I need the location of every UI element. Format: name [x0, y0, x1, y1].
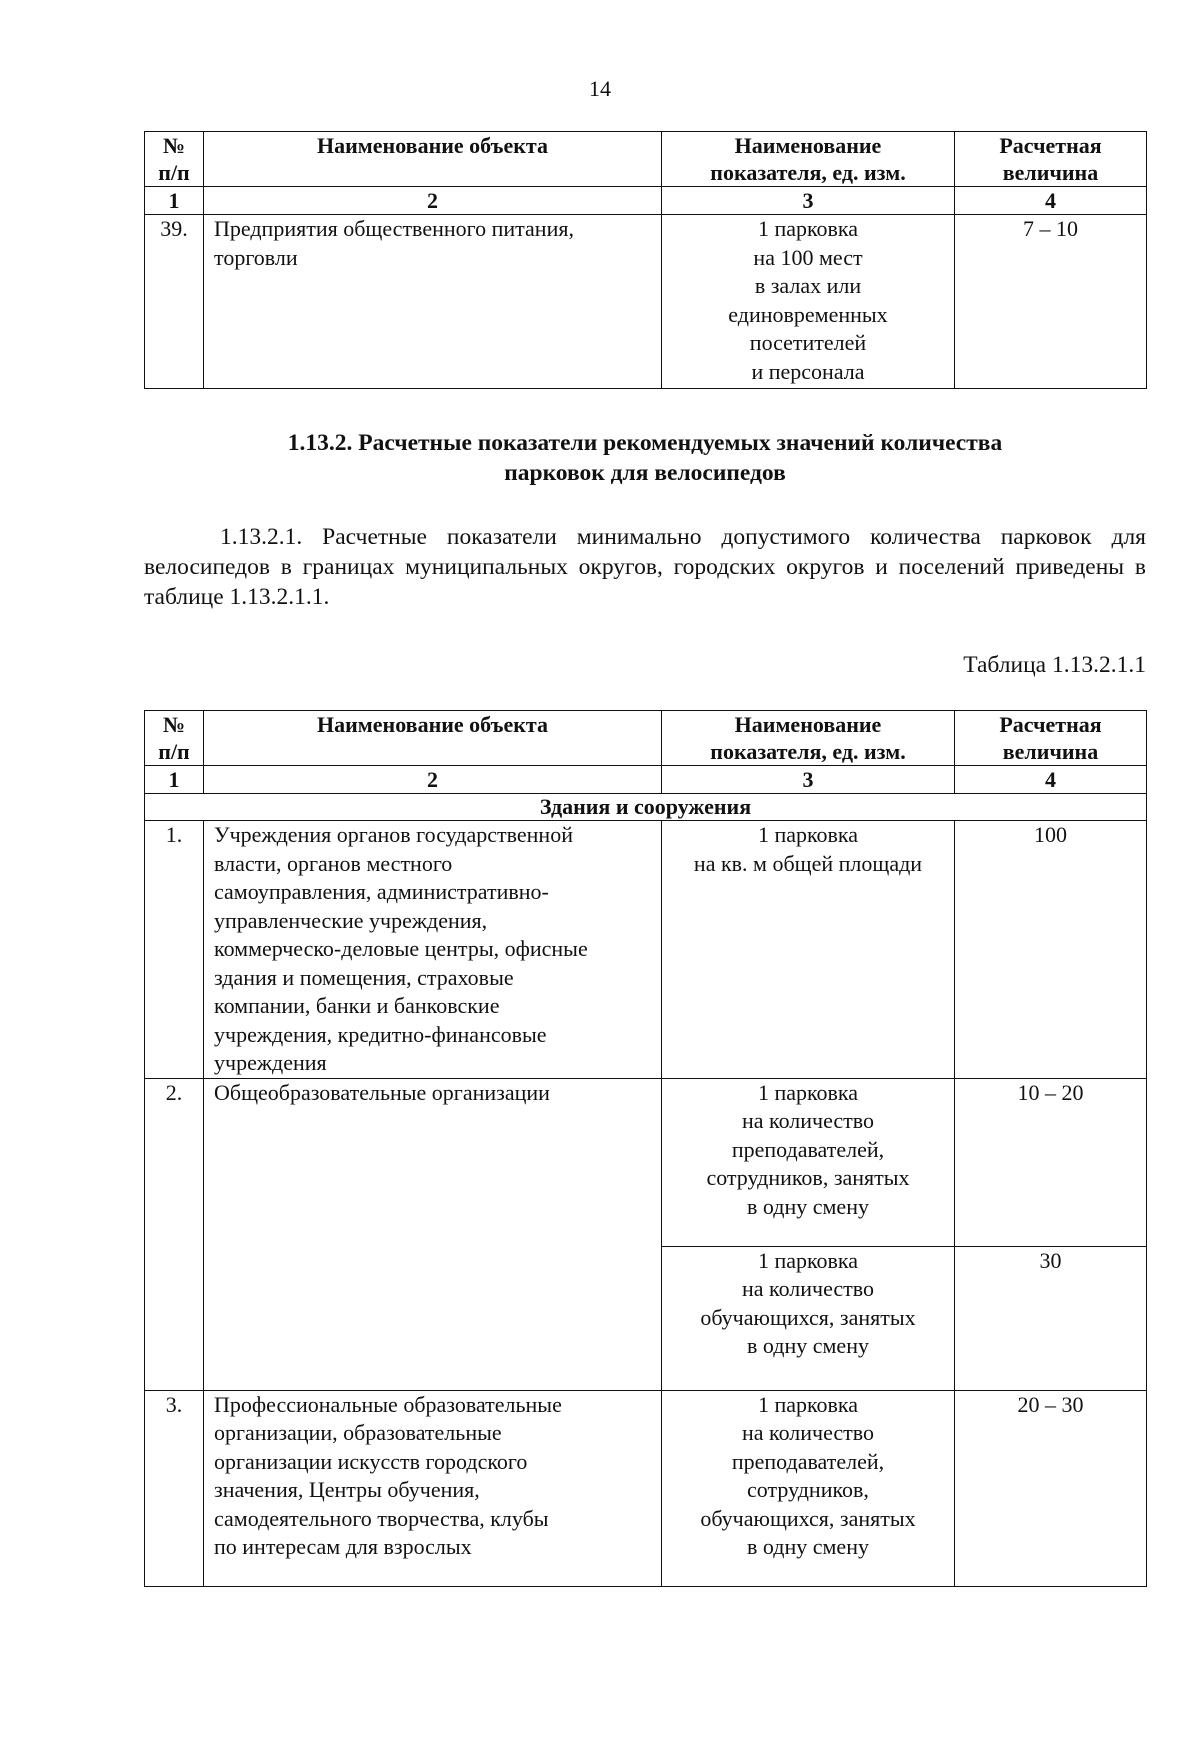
- row-object-name: Учреждения органов государственной власти, органов местного самоуправления, административно- управленческие учреждения, коммерческо-деловые центры, офисные здания и помещения, страховые компании, банки и банковские учреждения, кредитно-финансовые учреждения: [204, 821, 662, 1079]
- row-number: 2.: [145, 1078, 204, 1390]
- col-num-1: 1: [145, 187, 204, 215]
- row-indicator-staff: 1 парковка на количество преподавателей, сотрудников, занятых в одну смену: [662, 1078, 955, 1246]
- header-number: № п/п: [145, 711, 204, 766]
- row-indicator: 1 парковка на количество преподавателей, сотрудников, обучающихся, занятых в одну смену: [662, 1390, 955, 1586]
- column-number-row: [145, 766, 1147, 794]
- header-value: Расчетная величина: [955, 711, 1147, 766]
- column-number-row: [145, 187, 1147, 215]
- row-object-name: Общеобразовательные организации: [204, 1078, 662, 1390]
- col-num-4: 4: [955, 766, 1147, 794]
- section-heading: 1.13.2. Расчетные показатели рекомендуемых значений количества парковок для велосипедов: [287, 430, 1003, 486]
- table-continuation: [144, 131, 1147, 389]
- row-object-name: Профессиональные образовательные организации, образовательные организации искусств городского значения, Центры обучения, самодеятельного творчества, клубы по интересам для взрослых: [204, 1390, 662, 1586]
- row-value-staff: 10 – 20: [955, 1078, 1147, 1246]
- row-number: 3.: [145, 1390, 204, 1586]
- row-indicator: 1 парковка на кв. м общей площади: [662, 821, 955, 1079]
- row-value-students: 30: [955, 1246, 1147, 1390]
- row-number: 1.: [145, 821, 204, 1079]
- table-row: [145, 215, 1147, 389]
- row-number: 39.: [145, 215, 204, 389]
- page-number: 14: [589, 76, 611, 101]
- table-row: [145, 821, 1147, 1079]
- row-object-name: Предприятия общественного питания, торговли: [204, 215, 662, 389]
- row-value: 100: [955, 821, 1147, 1079]
- header-number: № п/п: [145, 132, 204, 187]
- section-label: Здания и сооружения: [145, 794, 1147, 821]
- table-header-row: [145, 132, 1147, 187]
- header-indicator: Наименование показателя, ед. изм.: [662, 711, 955, 766]
- row-indicator: 1 парковка на 100 мест в залах или единовременных посетителей и персонала: [662, 215, 955, 389]
- col-num-3: 3: [662, 766, 955, 794]
- col-num-3: 3: [662, 187, 955, 215]
- row-value: 7 – 10: [955, 215, 1147, 389]
- col-num-1: 1: [145, 766, 204, 794]
- header-object-name: Наименование объекта: [204, 132, 662, 187]
- header-value: Расчетная величина: [955, 132, 1147, 187]
- table-row: [145, 1390, 1147, 1586]
- header-indicator: Наименование показателя, ед. изм.: [662, 132, 955, 187]
- bicycle-parking-table: [144, 710, 1147, 1587]
- header-object-name: Наименование объекта: [204, 711, 662, 766]
- section-row: [145, 794, 1147, 821]
- col-num-2: 2: [204, 766, 662, 794]
- table-header-row: [145, 711, 1147, 766]
- row-value: 20 – 30: [955, 1390, 1147, 1586]
- table-row: [145, 1078, 1147, 1246]
- row-indicator-students: 1 парковка на количество обучающихся, занятых в одну смену: [662, 1246, 955, 1390]
- col-num-4: 4: [955, 187, 1147, 215]
- table-caption: Таблица 1.13.2.1.1: [963, 652, 1146, 678]
- col-num-2: 2: [204, 187, 662, 215]
- body-paragraph: 1.13.2.1. Расчетные показатели минимально допустимого количества парковок для велосипедов в границах муниципальных округов, городских округов и поселений приведены в таблице 1.13.2.1.1.: [144, 524, 1146, 610]
